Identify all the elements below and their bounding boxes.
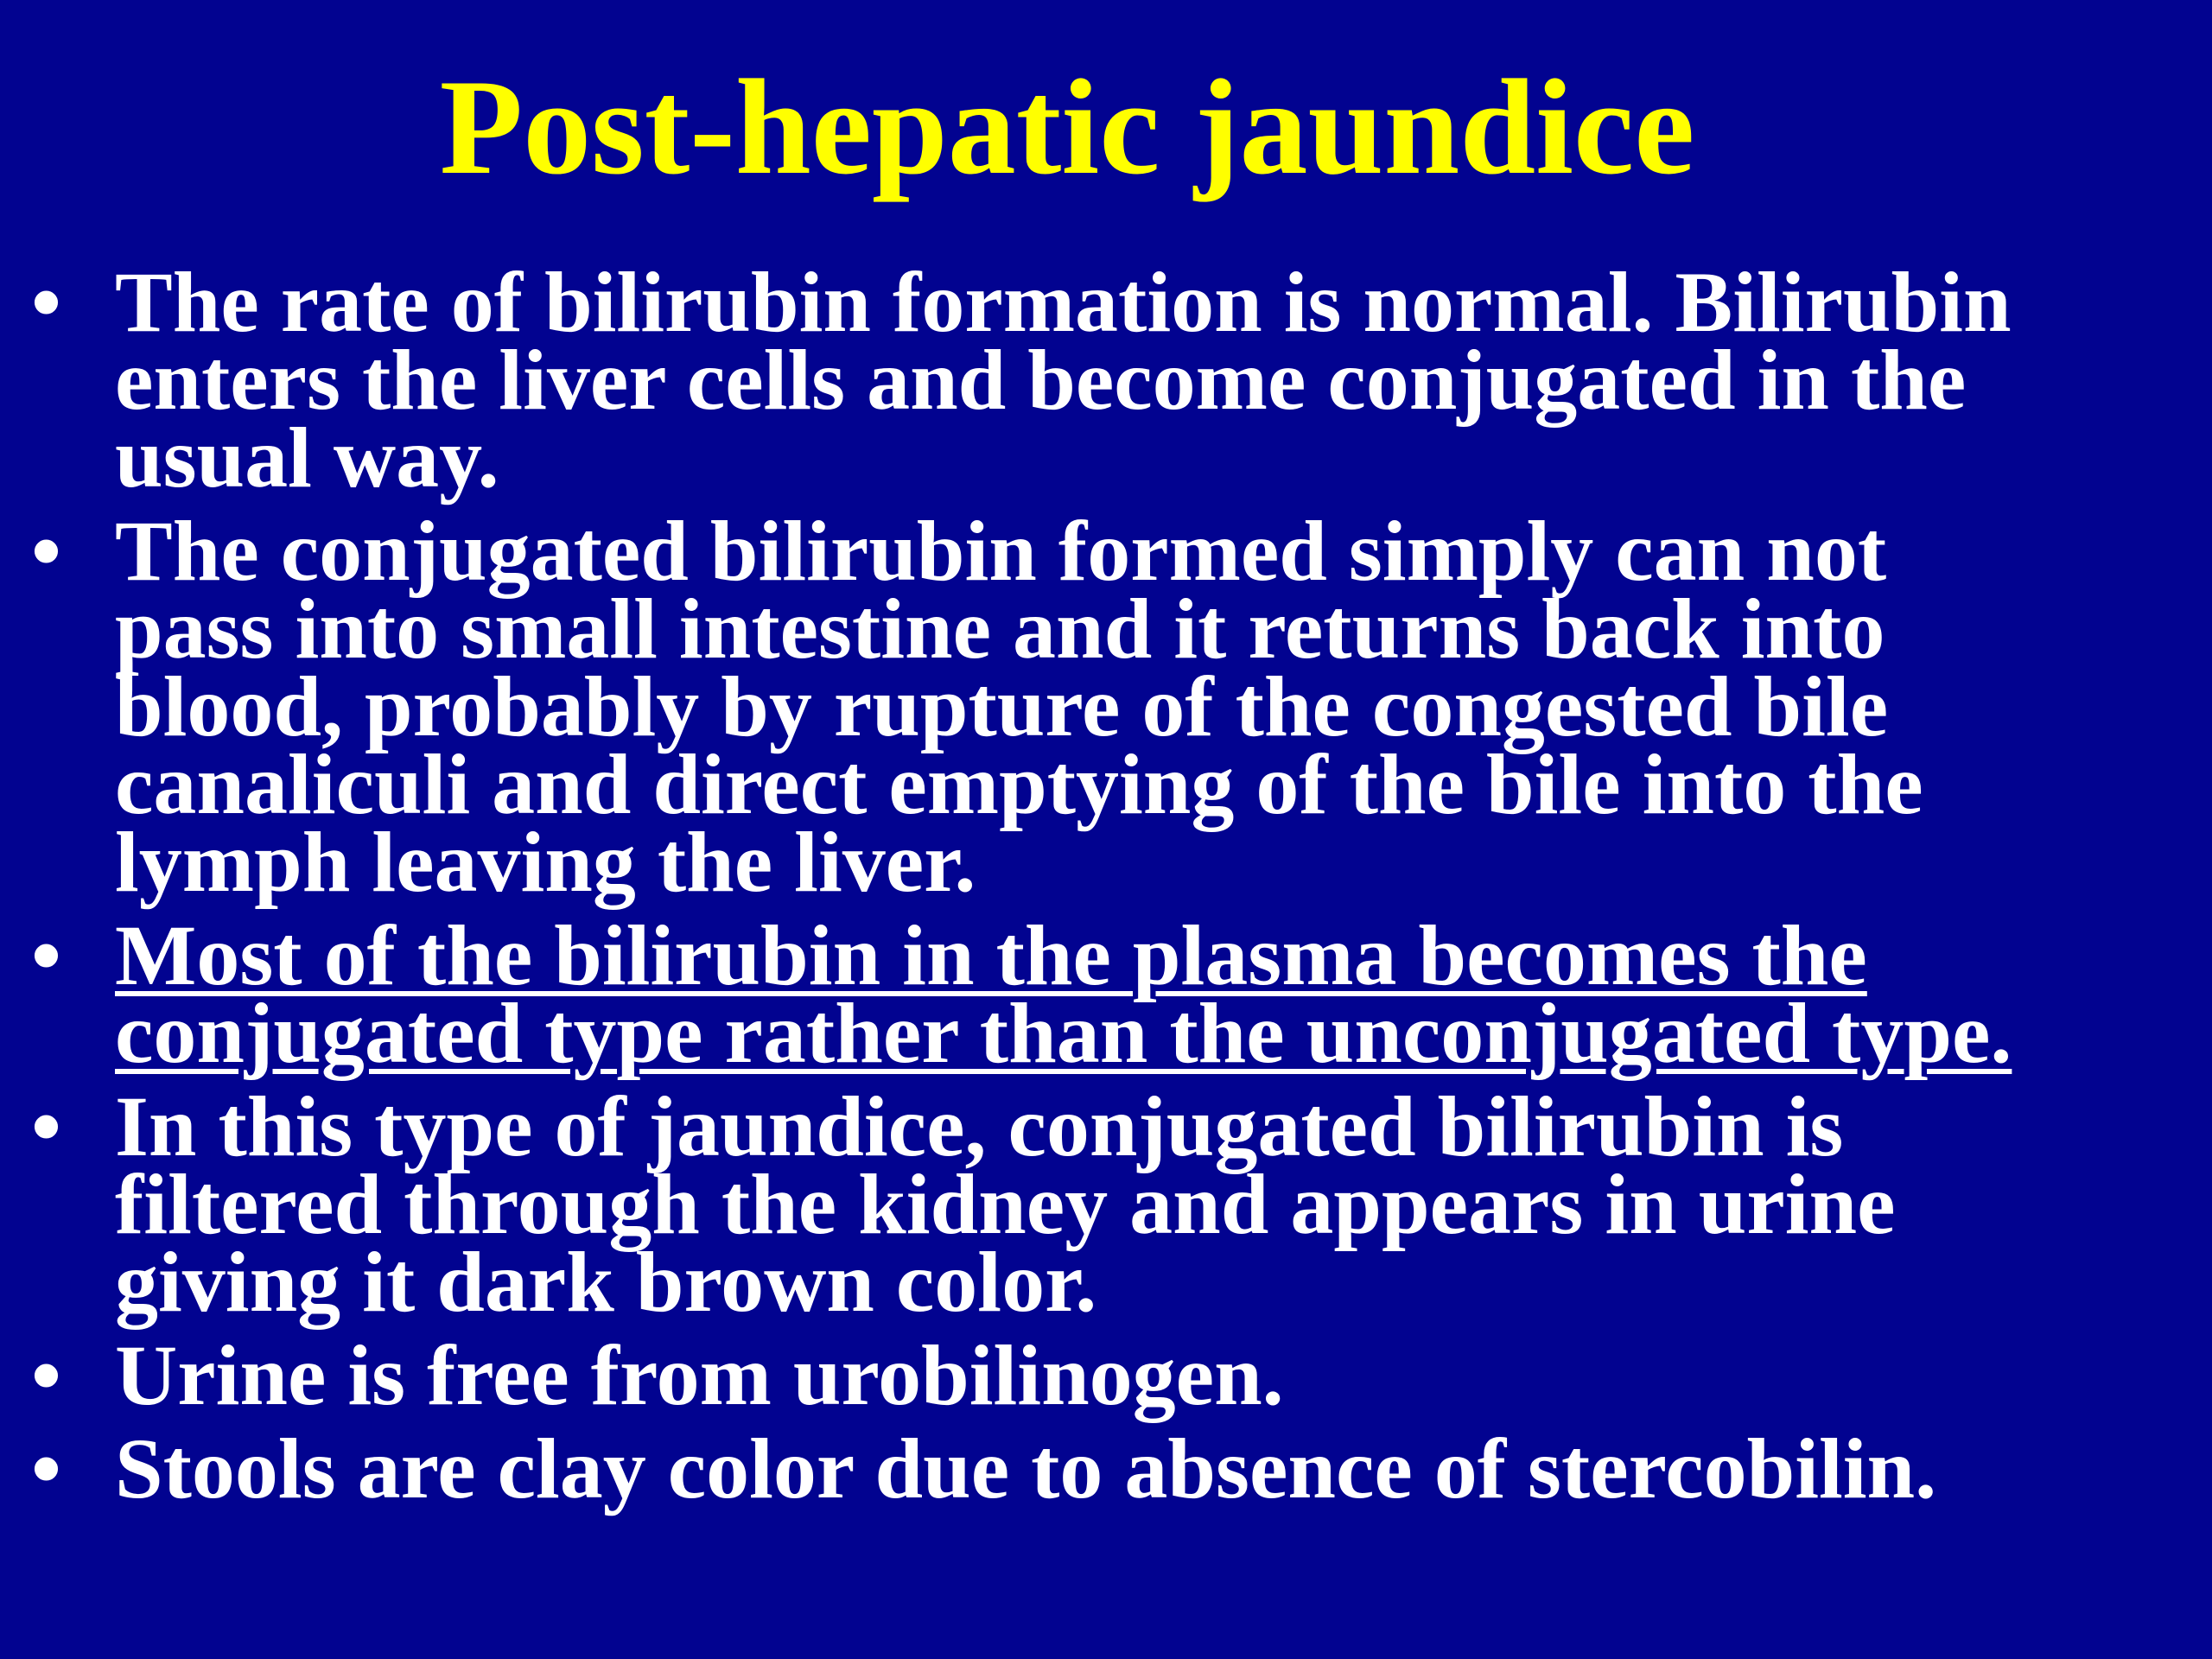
bullet-list — [0, 254, 2212, 1523]
slide-title: Post-hepatic jaundice — [439, 52, 1695, 203]
bullet-dot-icon: • — [31, 907, 62, 1003]
bullet-dot-icon: • — [31, 1327, 62, 1423]
bullet-dot-icon: • — [31, 1078, 62, 1174]
bullet-dot-icon: • — [31, 254, 62, 350]
bullet-item-3 — [0, 907, 2212, 1081]
bullet-text: Urine is free from urobilinogen. — [115, 1327, 1284, 1423]
bullet-item-6 — [0, 1421, 2212, 1516]
bullet-dot-icon: • — [31, 1421, 62, 1516]
bullet-item-1 — [0, 254, 2212, 505]
bullet-item-4 — [0, 1078, 2212, 1330]
bullet-text: The conjugated bilirubin formed simply can not pass into small intestine and it returns back into blood, probably by rupture of the congested bile canaliculi and direct emptying of the bile into the lymph leaving the liver. — [115, 503, 1923, 910]
bullet-dot-icon: • — [31, 503, 62, 599]
bullet-text-underlined: Most of the bilirubin in the plasma becomes the conjugated type rather than the unconjugated type. — [115, 907, 2012, 1081]
bullet-text: In this type of jaundice, conjugated bilirubin is filtered through the kidney and appears in urine giving it dark brown color. — [115, 1078, 1896, 1330]
bullet-text: Stools are clay color due to absence of stercobilin. — [115, 1421, 1937, 1516]
bullet-text: The rate of bilirubin formation is normal. Bilirubin enters the liver cells and become conjugated in the usual way. — [115, 254, 2012, 505]
bullet-item-5 — [0, 1327, 2212, 1423]
bullet-item-2 — [0, 503, 2212, 910]
